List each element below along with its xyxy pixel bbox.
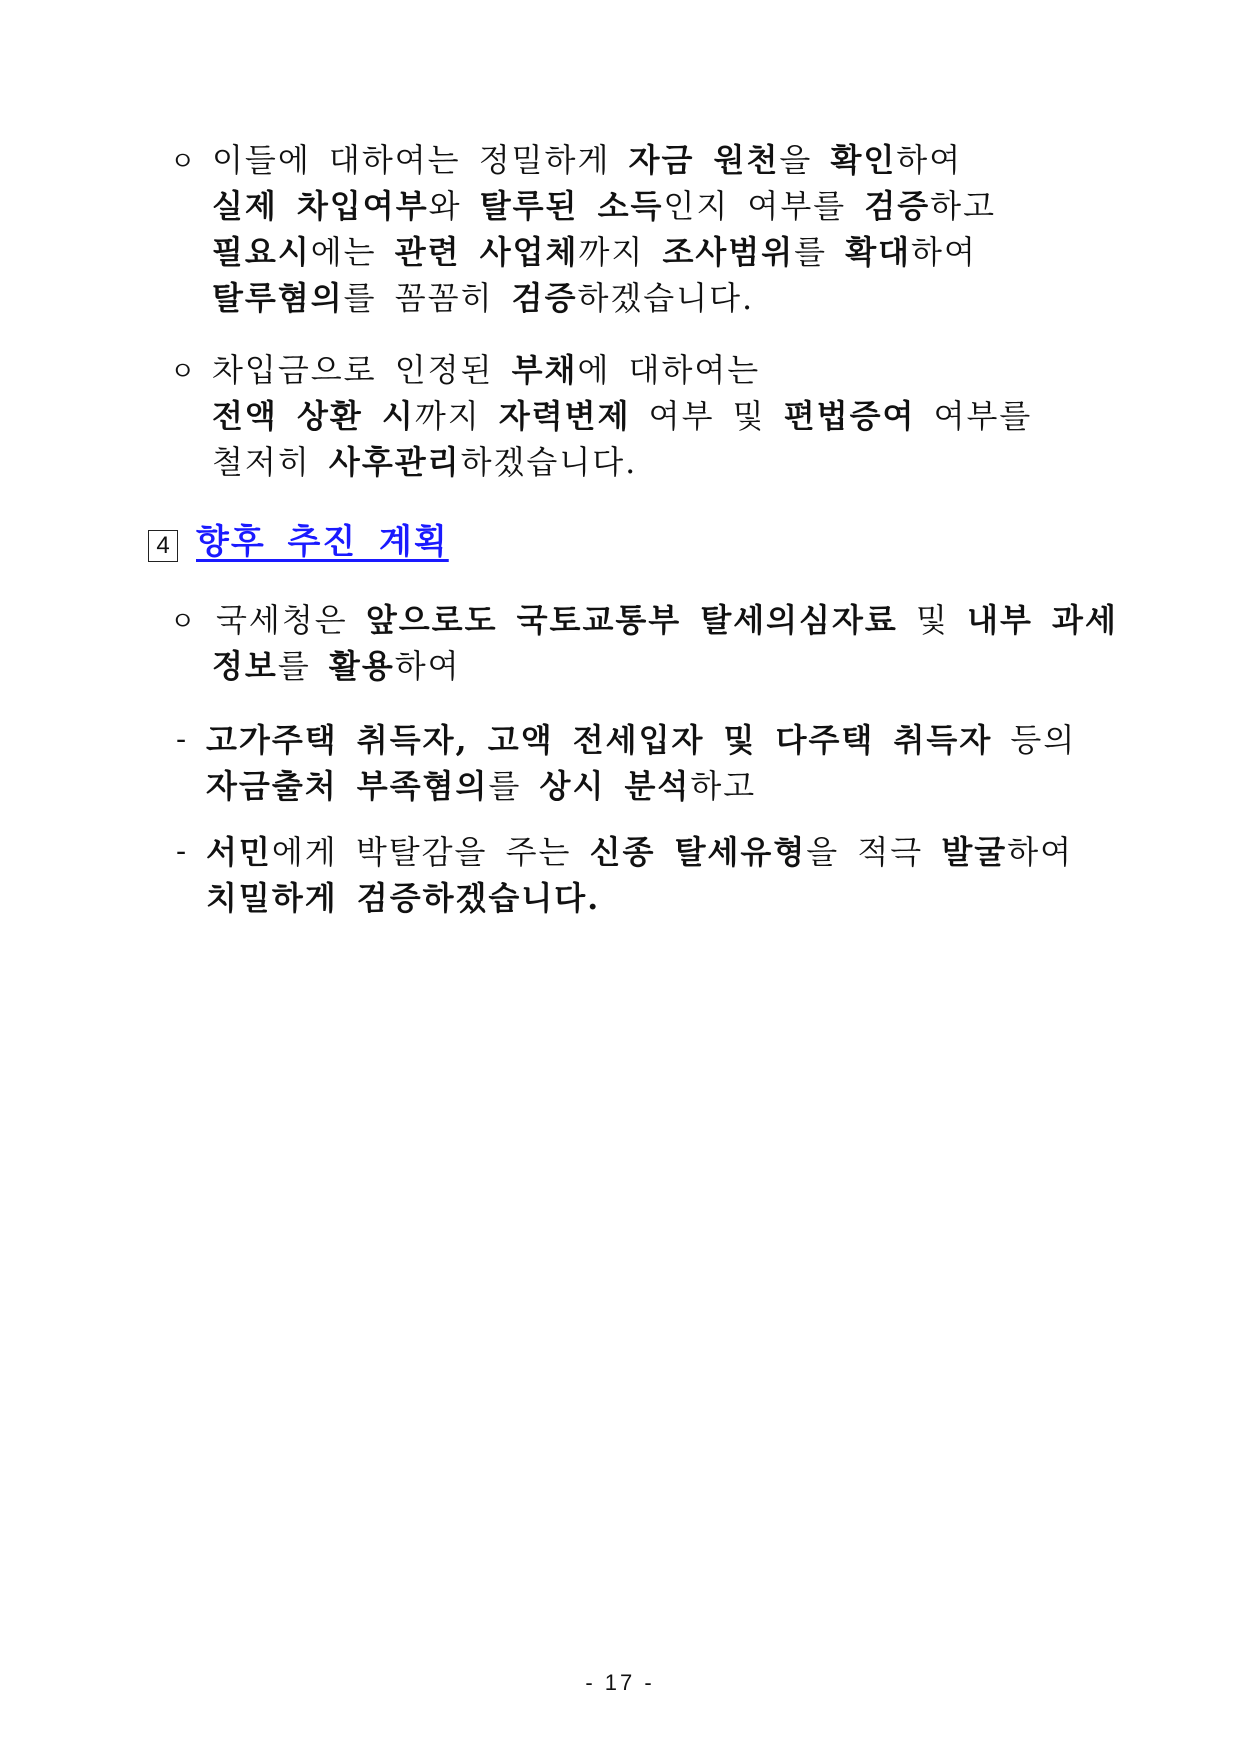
text-run: 하겠습니다. bbox=[460, 443, 638, 481]
bold-text-run: 탈루혐의 bbox=[212, 279, 344, 317]
paragraph-1-line-1 bbox=[212, 140, 962, 180]
page-number: - 17 - bbox=[585, 1670, 655, 1695]
bold-text-run: 전액 상환 시 bbox=[212, 397, 415, 435]
section-title: 향후 추진 계획 bbox=[196, 522, 449, 562]
text-run: 에 대하여는 bbox=[577, 351, 761, 389]
bullet-marker: ㅇ bbox=[170, 607, 196, 637]
dash-item-1-line-1 bbox=[206, 720, 1076, 760]
text-run: 및 bbox=[897, 601, 968, 639]
text-run: 하여 bbox=[911, 233, 977, 271]
bullet-marker: ㅇ bbox=[170, 147, 196, 177]
text-run: 여부를 bbox=[915, 397, 1033, 435]
bold-text-run: 조사범위 bbox=[662, 233, 795, 271]
paragraph-3-line-2 bbox=[212, 646, 461, 686]
paragraph-1-line-2 bbox=[212, 186, 996, 226]
bold-text-run: 활용 bbox=[328, 647, 395, 685]
bold-text-run: 신종 탈세유형 bbox=[589, 833, 807, 871]
dash-marker: - bbox=[176, 722, 187, 757]
bold-text-run: 부채 bbox=[511, 351, 578, 389]
section-number-box: 4 bbox=[148, 530, 178, 562]
text-run: 를 bbox=[794, 233, 846, 271]
text-run: 를 꼼꼼히 bbox=[343, 279, 512, 317]
text-run: 하여 bbox=[394, 647, 461, 685]
bold-text-run: 필요시 bbox=[212, 233, 311, 271]
bold-text-run: 서민 bbox=[206, 833, 272, 871]
text-run: 를 bbox=[488, 767, 540, 805]
dash-item-2-line-1 bbox=[206, 832, 1073, 872]
bold-text-run: 사후관리 bbox=[328, 443, 461, 481]
paragraph-1-line-4 bbox=[212, 278, 754, 318]
dash-marker: - bbox=[176, 834, 187, 869]
bold-text-run: 내부 과세 bbox=[967, 601, 1118, 639]
dash-item-1-line-2 bbox=[206, 766, 756, 806]
bold-text-run: 실제 차입여부 bbox=[212, 187, 429, 225]
dash-item-2-line-2 bbox=[206, 878, 600, 918]
text-run: 을 bbox=[779, 141, 831, 179]
text-run: 와 bbox=[428, 187, 480, 225]
bold-text-run: 관련 사업체 bbox=[394, 233, 579, 271]
text-run: 에게 박탈감을 주는 bbox=[271, 833, 590, 871]
bullet-marker: ㅇ bbox=[170, 357, 196, 387]
text-run: 하겠습니다. bbox=[577, 279, 755, 317]
bold-text-run: 앞으로도 국토교통부 탈세의심자료 bbox=[365, 601, 898, 639]
bold-text-run: 정보 bbox=[212, 647, 278, 685]
text-run: 하고 bbox=[690, 767, 757, 805]
text-run: 까지 bbox=[578, 233, 663, 271]
paragraph-3-line-1 bbox=[216, 600, 1118, 640]
bold-text-run: 검증 bbox=[864, 187, 931, 225]
bold-text-run: 확인 bbox=[830, 141, 897, 179]
text-run: 를 bbox=[277, 647, 329, 685]
bold-text-run: 고가주택 취득자, 고액 전세입자 및 다주택 취득자 bbox=[206, 721, 993, 759]
text-run: 하여 bbox=[1007, 833, 1074, 871]
bold-text-run: 편법증여 bbox=[783, 397, 916, 435]
text-run: 하고 bbox=[930, 187, 996, 225]
paragraph-2-line-1 bbox=[212, 350, 760, 390]
text-run: 에는 bbox=[310, 233, 395, 271]
text-run: 여부 및 bbox=[630, 397, 784, 435]
bold-text-run: 상시 분석 bbox=[539, 767, 691, 805]
text-run: 차입금으로 인정된 bbox=[212, 351, 512, 389]
paragraph-1-line-3 bbox=[212, 232, 977, 272]
text-run: 이들에 대하여는 정밀하게 bbox=[212, 141, 629, 179]
bold-text-run: 치밀하게 검증하겠습니다. bbox=[206, 879, 601, 917]
bold-text-run: 자금 원천 bbox=[628, 141, 780, 179]
text-run: 을 적극 bbox=[806, 833, 942, 871]
bold-text-run: 탈루된 소득 bbox=[479, 187, 664, 225]
bold-text-run: 발굴 bbox=[941, 833, 1008, 871]
bold-text-run: 자금출처 부족혐의 bbox=[206, 767, 489, 805]
text-run: 인지 여부를 bbox=[663, 187, 865, 225]
bold-text-run: 자력변제 bbox=[498, 397, 631, 435]
text-run: 등의 bbox=[992, 721, 1077, 759]
text-run: 하여 bbox=[896, 141, 963, 179]
text-run: 까지 bbox=[414, 397, 499, 435]
paragraph-2-line-2 bbox=[212, 396, 1032, 436]
bold-text-run: 확대 bbox=[845, 233, 912, 271]
bold-text-run: 검증 bbox=[511, 279, 578, 317]
text-run: 국세청은 bbox=[216, 601, 366, 639]
text-run: 철저히 bbox=[212, 443, 329, 481]
paragraph-2-line-3 bbox=[212, 442, 637, 482]
